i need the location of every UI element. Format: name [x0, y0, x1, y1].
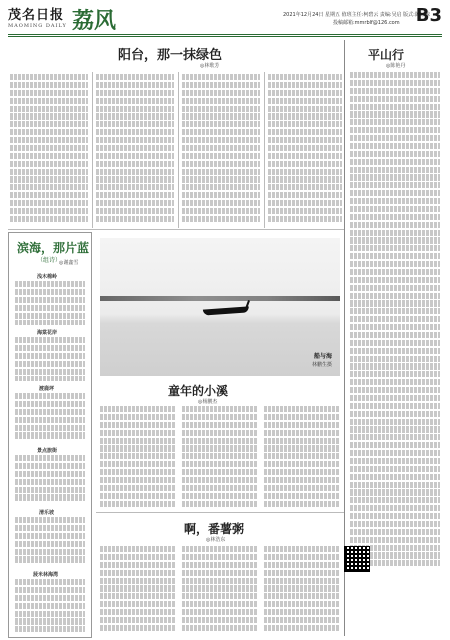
- article-byline-balcony: ◎林歌芳: [200, 63, 220, 69]
- text-column: [350, 72, 440, 572]
- photo-caption-author: 林鹏生摄: [311, 362, 332, 368]
- poetry-box: [8, 232, 92, 638]
- text-column: [268, 74, 342, 226]
- poem-heading: 浅木棉岭: [37, 274, 58, 280]
- poem-heading: 海棠花岸: [37, 330, 58, 336]
- article-title-porridge: 啊，番薯粥: [184, 522, 245, 536]
- qr-code-icon: [344, 546, 370, 572]
- text-column: [100, 406, 176, 508]
- poem-text: [15, 517, 85, 567]
- section-divider: [96, 512, 344, 513]
- text-column: [100, 546, 176, 636]
- section-title: 荔风: [72, 8, 117, 34]
- poem-text: [15, 281, 85, 325]
- page-number: B3: [415, 5, 442, 26]
- article-title-balcony: 阳台，那一抹绿色: [118, 48, 223, 63]
- photo-boat-sea: [100, 238, 340, 376]
- poem-subtitle: （组诗）: [37, 257, 62, 264]
- header-rule-2: [8, 36, 442, 37]
- text-column: [10, 74, 88, 226]
- column-rule: [178, 72, 179, 228]
- article-byline-porridge: ◎林浩东: [206, 537, 226, 543]
- photo-boat: [203, 306, 249, 315]
- article-byline-creek: ◎杨鹏杰: [198, 399, 218, 405]
- poem-title: 滨海，那片蓝: [17, 241, 90, 255]
- poem-text: [15, 455, 85, 505]
- article-title-creek: 童年的小溪: [168, 384, 229, 398]
- column-rule: [264, 72, 265, 228]
- column-rule: [92, 72, 93, 228]
- article-byline-pingshan: ◎陈艳丹: [386, 63, 406, 69]
- poem-heading: 景点旅街: [37, 448, 58, 454]
- poem-heading: 菠米林海湾: [33, 572, 59, 578]
- photo-horizon: [100, 296, 340, 301]
- poem-heading: 清乐坡: [39, 510, 55, 516]
- date-line: 2021年12月24日 星期五 值班主任:柯碧云 责编:吴启 版式:陈琼琼: [283, 12, 430, 18]
- header-rule: [8, 34, 442, 35]
- poem-text: [15, 579, 85, 633]
- masthead-title: 茂名日报: [8, 8, 65, 23]
- text-column: [264, 546, 340, 636]
- email-line: 投稿邮箱:mmrblf@126.com: [333, 20, 400, 26]
- article-title-pingshan: 平山行: [368, 48, 405, 62]
- text-column: [182, 74, 260, 226]
- masthead-logo: [8, 4, 68, 32]
- masthead-subtitle: MAOMING DAILY: [8, 23, 67, 29]
- text-column: [182, 546, 258, 636]
- section-divider: [8, 229, 344, 230]
- poem-byline: ◎谢鑫雪: [59, 260, 79, 266]
- page-header: [8, 4, 442, 34]
- poem-text: [15, 337, 85, 381]
- text-column: [264, 406, 340, 508]
- text-column: [96, 74, 174, 226]
- photo-caption-title: 船与海: [313, 353, 332, 360]
- poem-text: [15, 393, 85, 443]
- poem-heading: 渡鹿坪: [39, 386, 55, 392]
- text-column: [182, 406, 258, 508]
